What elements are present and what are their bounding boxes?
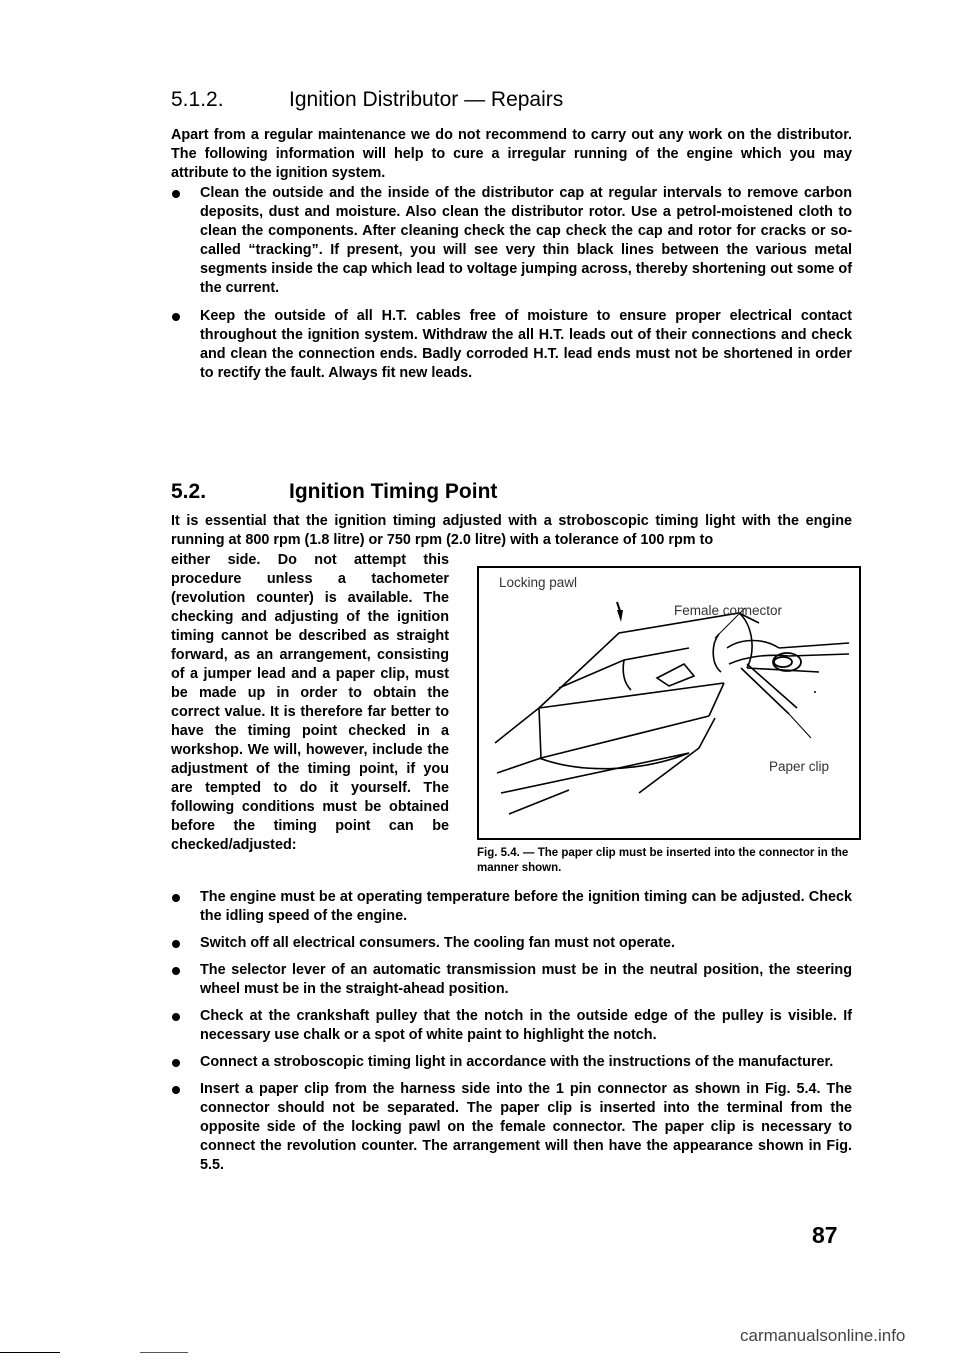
female-connector-label: Female connector [674, 603, 783, 618]
bullet-icon [172, 313, 180, 321]
section-5-2-side-text: either side. Do not attempt this procedure unless a tachometer (revolution counter) is available. The checking and adjusting of the ignition timing cannot be described as straight forward, as an arrangement, consisting of a jumper lead and a paper clip, must be made up in order to obtain the correct value. It is therefore far better to have the timing point checked in a workshop. We will, however, include the adjustment of the timing point, if you are tempted to do it yourself. The following conditions must be obtained before the timing point can be checked/adjusted: [171, 552, 449, 853]
section-title: Ignition Distributor — Repairs [289, 88, 564, 111]
section-number: 5.1.2. [171, 88, 224, 111]
bullet-icon [172, 1059, 180, 1067]
figure-frame [477, 566, 861, 840]
bullet-icon [172, 940, 180, 948]
footer-rule [140, 1352, 188, 1353]
bullet-icon [172, 1013, 180, 1021]
distributor-repair-list [172, 184, 852, 392]
section-5-2-intro: It is essential that the ignition timing adjusted with a stroboscopic timing light with the engine running at 800 rpm (1.8 litre) or 750 rpm (2.0 litre) with a tolerance of 100 rpm to [171, 513, 852, 548]
bullet-icon [172, 190, 180, 198]
list-item: Check at the crankshaft pulley that the notch in the outside edge of the pulley is visible. If necessary use chalk or a spot of white paint to highlight the notch. [172, 1007, 852, 1045]
list-item: Connect a stroboscopic timing light in accordance with the instructions of the manufacturer. [172, 1053, 852, 1072]
figure-caption: Fig. 5.4. — The paper clip must be inserted into the connector in the manner shown. [477, 847, 849, 874]
bullet-icon [172, 967, 180, 975]
list-item: The selector lever of an automatic transmission must be in the neutral position, the steering wheel must be in the straight-ahead position. [172, 961, 852, 999]
paper-clip-label: Paper clip [769, 759, 830, 774]
section-5-1-2-intro: Apart from a regular maintenance we do not recommend to carry out any work on the distributor. The following information will help to cure a irregular running of the engine which you may attribute to the ignition system. [171, 127, 852, 181]
list-item: The engine must be at operating temperature before the ignition timing can be adjusted. Check the idling speed of the engine. [172, 888, 852, 926]
connector-illustration [479, 568, 859, 838]
watermark[interactable]: carmanualsonline.info [740, 1326, 906, 1345]
figure-5-4 [477, 566, 861, 896]
footer-rule [0, 1352, 60, 1353]
timing-conditions-list [172, 888, 852, 1183]
list-item: Switch off all electrical consumers. The cooling fan must not operate. [172, 934, 852, 953]
list-item: Insert a paper clip from the harness side into the 1 pin connector as shown in Fig. 5.4. The connector should not be separated. The paper clip is inserted into the terminal from the opposite side of the locking pawl on the female connector. The paper clip is necessary to connect the revolution counter. The arrangement will then have the appearance shown in Fig. 5.5. [172, 1080, 852, 1175]
section-number: 5.2. [171, 480, 207, 503]
page-number: 87 [812, 1222, 838, 1248]
locking-pawl-label: Locking pawl [499, 575, 578, 590]
list-item: Keep the outside of all H.T. cables free of moisture to ensure proper electrical contact throughout the ignition system. Withdraw the all H.T. leads out of their connections and check and clean the connection ends. Badly corroded H.T. lead ends must not be shortened in order to rectify the fault. Always fit new leads. [172, 307, 852, 383]
bullet-icon [172, 1086, 180, 1094]
section-title: Ignition Timing Point [289, 480, 498, 503]
list-item: Clean the outside and the inside of the distributor cap at regular intervals to remove carbon deposits, dust and moisture. Also clean the distributor rotor. Use a petrol-moistened cloth to clean the components. After cleaning check the cap check the cap and rotor for cracks or so-called “tracking”. If present, you will see very thin black lines between the various metal segments inside the cap which lead to voltage jumping across, thereby shortening out some of the current. [172, 184, 852, 298]
bullet-icon [172, 894, 180, 902]
